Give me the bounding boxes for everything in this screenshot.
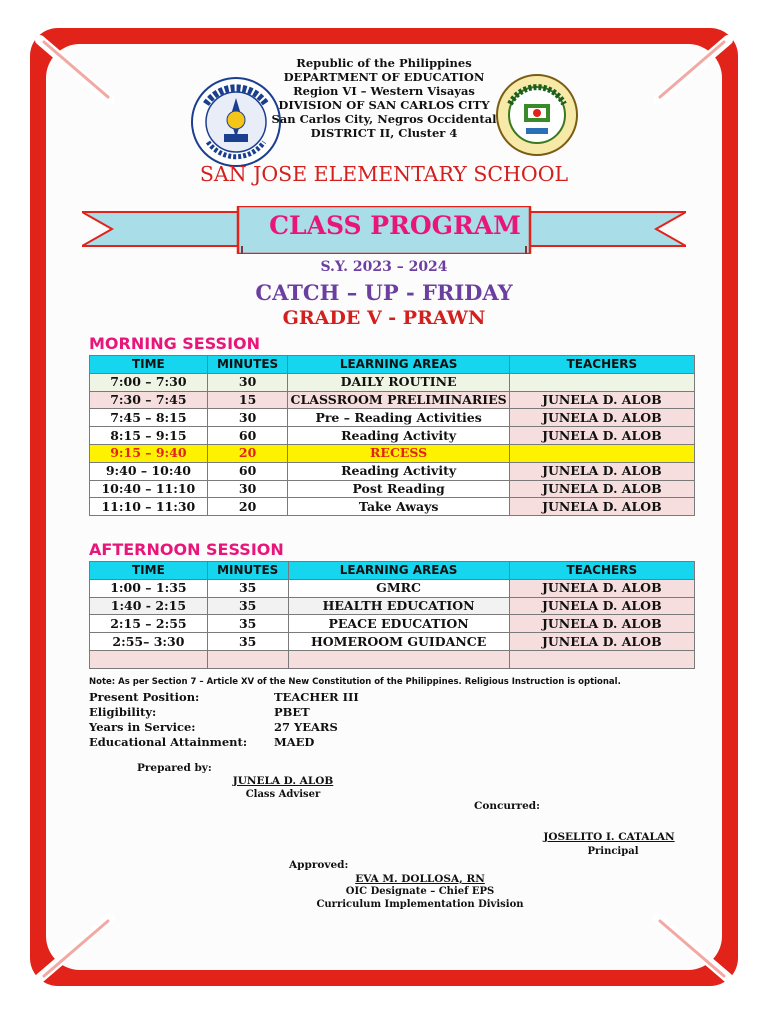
column-header-teachers: TEACHERS [509, 356, 694, 374]
cell-area: DAILY ROUTINE [288, 373, 509, 391]
education-value: MAED [274, 735, 315, 749]
table-row [90, 462, 695, 480]
column-header-minutes: MINUTES [207, 356, 288, 374]
cell-area: Take Aways [288, 498, 509, 516]
cell-minutes: 30 [207, 409, 288, 427]
cell-minutes: 30 [207, 480, 288, 498]
table-row [90, 427, 695, 445]
cell-minutes: 30 [207, 373, 288, 391]
cell-time: 7:00 – 7:30 [90, 373, 208, 391]
cell-area: HEALTH EDUCATION [288, 597, 509, 615]
cell-area [288, 650, 509, 668]
table-row [90, 615, 695, 633]
cell-time: 10:40 – 11:10 [90, 480, 208, 498]
school-year: S.Y. 2023 – 2024 [320, 259, 448, 275]
cell-teacher: JUNELA D. ALOB [509, 498, 694, 516]
cell-area: HOMEROOM GUIDANCE [288, 633, 509, 651]
cell-minutes: 35 [207, 579, 288, 597]
table-row [90, 597, 695, 615]
cell-teacher: JUNELA D. ALOB [509, 579, 694, 597]
table-row [90, 480, 695, 498]
approved-title-2: Curriculum Implementation Division [316, 899, 524, 910]
cell-time [90, 650, 208, 668]
cell-area: CLASSROOM PRELIMINARIES [288, 391, 509, 409]
header-republic: Republic of the Philippines [296, 56, 472, 70]
column-header-learning-areas: LEARNING AREAS [288, 356, 509, 374]
approved-title-1: OIC Designate – Chief EPS [345, 886, 495, 897]
cell-minutes: 15 [207, 391, 288, 409]
cell-time: 1:40 - 2:15 [90, 597, 208, 615]
table-row [90, 391, 695, 409]
column-header-minutes: MINUTES [207, 562, 288, 580]
column-header-teachers: TEACHERS [509, 562, 694, 580]
grade-section: GRADE V - PRAWN [282, 307, 486, 329]
cell-area: Post Reading [288, 480, 509, 498]
cell-time: 1:00 – 1:35 [90, 579, 208, 597]
prepared-label: Prepared by: [137, 762, 212, 774]
cell-area: GMRC [288, 579, 509, 597]
header-department: DEPARTMENT OF EDUCATION [283, 70, 485, 84]
cell-teacher: JUNELA D. ALOB [509, 615, 694, 633]
cell-time: 8:15 – 9:15 [90, 427, 208, 445]
afternoon-session-label: AFTERNOON SESSION [89, 540, 284, 559]
concurred-name: JOSELITO I. CATALAN [543, 831, 675, 843]
cell-minutes: 60 [207, 427, 288, 445]
prepared-title: Class Adviser [245, 789, 321, 800]
cell-teacher [509, 650, 694, 668]
prepared-name: JUNELA D. ALOB [232, 775, 334, 787]
cell-area: Reading Activity [288, 462, 509, 480]
concurred-label: Concurred: [474, 800, 540, 812]
header-city: San Carlos City, Negros Occidental [271, 112, 497, 126]
position-label: Present Position: [89, 690, 200, 704]
cell-teacher [509, 444, 694, 462]
cell-minutes [207, 650, 288, 668]
approved-label: Approved: [289, 859, 349, 871]
cell-time: 7:45 – 8:15 [90, 409, 208, 427]
column-header-learning-areas: LEARNING AREAS [288, 562, 509, 580]
eligibility-value: PBET [274, 705, 310, 719]
afternoon-schedule-table [89, 561, 695, 669]
cell-teacher: JUNELA D. ALOB [509, 480, 694, 498]
cell-area: Pre – Reading Activities [288, 409, 509, 427]
cell-time: 9:40 – 10:40 [90, 462, 208, 480]
concurred-title: Principal [587, 846, 639, 857]
cell-time: 2:55– 3:30 [90, 633, 208, 651]
cell-minutes: 35 [207, 597, 288, 615]
cell-area: Reading Activity [288, 427, 509, 445]
header-district: DISTRICT II, Cluster 4 [310, 126, 458, 140]
page-title: CLASS PROGRAM [269, 211, 521, 240]
cell-teacher [509, 373, 694, 391]
cell-teacher: JUNELA D. ALOB [509, 462, 694, 480]
cell-time: 11:10 – 11:30 [90, 498, 208, 516]
table-row-empty [90, 650, 695, 668]
header-division: DIVISION OF SAN CARLOS CITY [278, 98, 490, 112]
cell-teacher: JUNELA D. ALOB [509, 427, 694, 445]
cell-teacher: JUNELA D. ALOB [509, 633, 694, 651]
column-header-time: TIME [90, 562, 208, 580]
years-label: Years in Service: [89, 720, 196, 734]
cell-minutes: 20 [207, 444, 288, 462]
column-header-time: TIME [90, 356, 208, 374]
school-name: SAN JOSE ELEMENTARY SCHOOL [199, 162, 569, 186]
cell-time: 2:15 – 2:55 [90, 615, 208, 633]
cell-minutes: 35 [207, 633, 288, 651]
header-region: Region VI – Western Visayas [293, 84, 475, 98]
cell-time: 7:30 – 7:45 [90, 391, 208, 409]
table-row [90, 633, 695, 651]
cell-teacher: JUNELA D. ALOB [509, 597, 694, 615]
position-value: TEACHER III [274, 690, 359, 704]
cell-minutes: 20 [207, 498, 288, 516]
religious-note: Note: As per Section 7 – Article XV of the New Constitution of the Philippines. Religious Instruction is optional. [89, 677, 621, 687]
morning-schedule-table [89, 355, 695, 516]
cell-area: PEACE EDUCATION [288, 615, 509, 633]
years-value: 27 YEARS [274, 720, 338, 734]
approved-name: EVA M. DOLLOSA, RN [355, 873, 485, 885]
morning-session-label: MORNING SESSION [89, 334, 261, 353]
table-row [90, 579, 695, 597]
cell-area: RECESS [288, 444, 509, 462]
table-row [90, 373, 695, 391]
eligibility-label: Eligibility: [89, 705, 157, 719]
cell-time: 9:15 – 9:40 [90, 444, 208, 462]
cell-teacher: JUNELA D. ALOB [509, 391, 694, 409]
cell-minutes: 35 [207, 615, 288, 633]
cell-teacher: JUNELA D. ALOB [509, 409, 694, 427]
education-label: Educational Attainment: [89, 735, 248, 749]
table-row-recess [90, 444, 695, 462]
cell-minutes: 60 [207, 462, 288, 480]
program-name: CATCH – UP - FRIDAY [255, 280, 513, 305]
table-row [90, 498, 695, 516]
table-row [90, 409, 695, 427]
